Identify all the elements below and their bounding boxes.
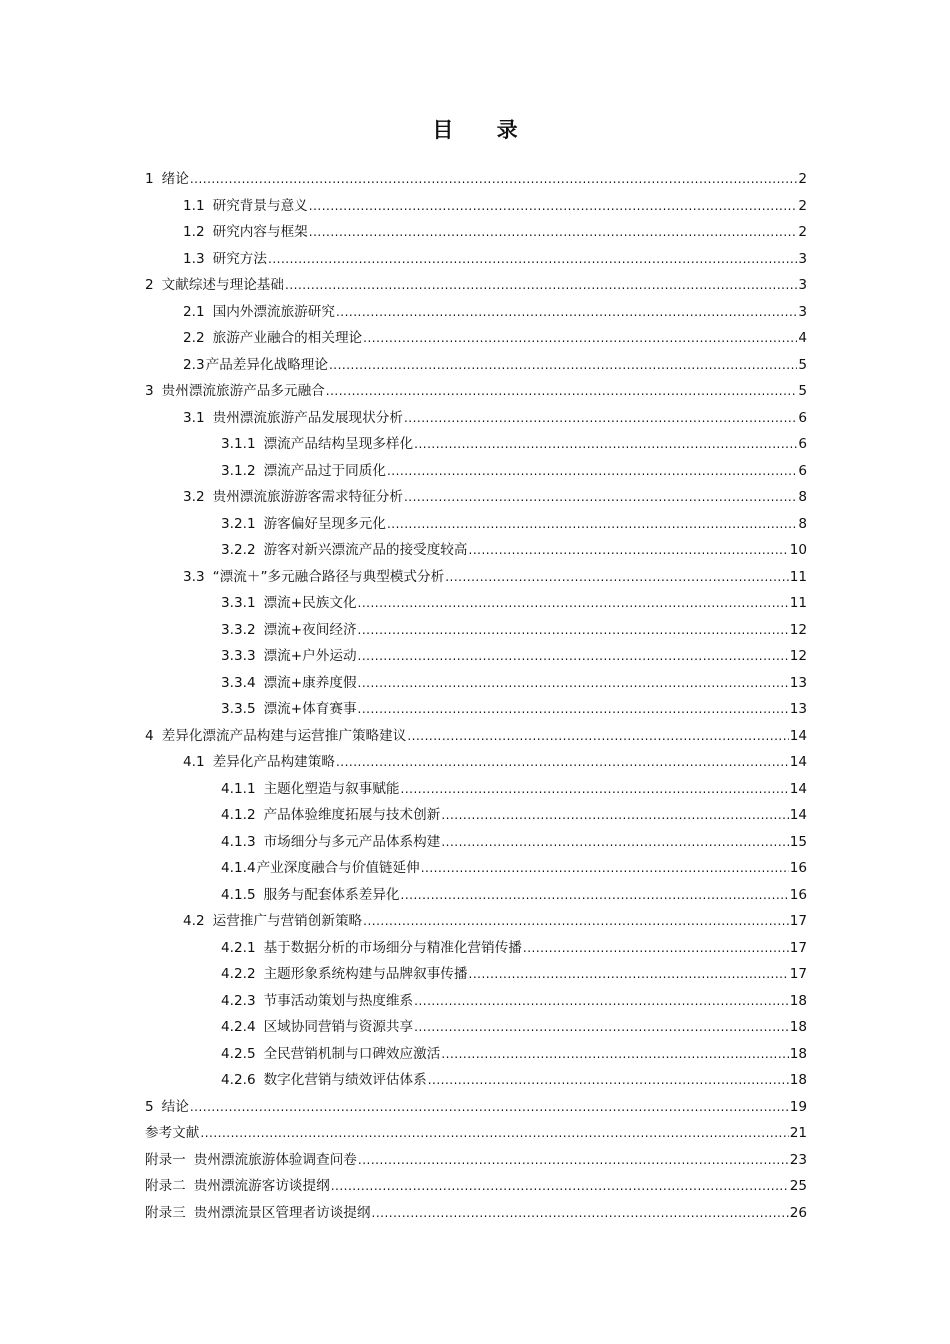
toc-entry-label: 文献综述与理论基础 — [161, 277, 284, 293]
dot-leader — [441, 1041, 788, 1068]
toc-entry[interactable] — [145, 405, 807, 432]
toc-entry-number: 4.2.1 — [221, 939, 256, 956]
toc-entry-number: 1.2 — [183, 224, 205, 240]
toc-entry-label: 产业深度融合与价值链延伸 — [256, 860, 420, 876]
dot-leader — [414, 1014, 789, 1041]
dot-leader — [363, 325, 797, 352]
toc-entry-label: 漂流产品过于同质化 — [263, 462, 386, 479]
toc-entry-page-number: 2 — [798, 224, 807, 240]
toc-entry-page-number: 11 — [789, 568, 807, 585]
dot-leader — [372, 1200, 789, 1227]
toc-entry[interactable] — [145, 961, 807, 988]
toc-entry-label: 参考文献 — [145, 1125, 200, 1141]
dot-leader — [523, 935, 789, 962]
toc-entry-label: 差异化产品构建策略 — [212, 754, 335, 770]
dot-leader — [200, 1120, 788, 1147]
toc-entry-number: 3.3.4 — [221, 674, 256, 691]
toc-entry-number: 3.3.3 — [221, 648, 256, 664]
toc-entry[interactable] — [145, 378, 807, 405]
dot-leader — [336, 299, 797, 326]
toc-entry-number: 附录一 — [145, 1151, 186, 1168]
toc-entry[interactable] — [145, 988, 807, 1015]
toc-entry[interactable] — [145, 776, 807, 803]
toc-entry[interactable] — [145, 511, 807, 538]
dot-leader — [190, 166, 798, 193]
toc-entry-page-number: 5 — [798, 356, 807, 373]
toc-entry[interactable] — [145, 882, 807, 909]
dot-leader — [358, 617, 789, 644]
toc-entry-label: 服务与配套体系差异化 — [263, 886, 400, 903]
toc-entry-page-number: 11 — [789, 595, 807, 611]
toc-entry-label: 漂流产品结构呈现多样化 — [263, 436, 414, 452]
toc-entry-label: 贵州漂流旅游体验调查问卷 — [193, 1151, 357, 1168]
toc-entry-label: 数字化营销与绩效评估体系 — [263, 1072, 427, 1088]
toc-entry-number: 4.2.4 — [221, 1019, 256, 1035]
dot-leader — [414, 431, 797, 458]
toc-entry-number: 4.1 — [183, 754, 205, 770]
toc-entry-page-number: 4 — [798, 330, 807, 346]
toc-entry-label: “漂流＋”多元融合路径与典型模式分析 — [212, 568, 445, 585]
toc-entry-page-number: 21 — [789, 1125, 807, 1141]
dot-leader — [336, 749, 789, 776]
toc-entry[interactable] — [145, 246, 807, 273]
toc-entry-label: 贵州漂流游客访谈提纲 — [193, 1178, 330, 1194]
toc-entry[interactable] — [145, 219, 807, 246]
toc-entry[interactable] — [145, 1120, 807, 1147]
toc-entry-page-number: 14 — [789, 727, 807, 744]
toc-entry[interactable] — [145, 1067, 807, 1094]
toc-entry-number: 4.2.2 — [221, 966, 256, 982]
toc-entry-page-number: 6 — [798, 409, 807, 426]
dot-leader — [309, 219, 798, 246]
dot-leader — [331, 1173, 789, 1200]
toc-entry-page-number: 19 — [789, 1098, 807, 1115]
toc-entry-page-number: 18 — [789, 992, 807, 1009]
toc-entry-label: 产品差异化战略理论 — [205, 356, 328, 373]
toc-entry-label: 主题化塑造与叙事赋能 — [263, 780, 400, 797]
toc-entry-number: 附录三 — [145, 1204, 186, 1221]
toc-entry-number: 3.2 — [183, 489, 205, 505]
dot-leader — [329, 352, 797, 379]
dot-leader — [358, 590, 789, 617]
toc-entry[interactable] — [145, 1014, 807, 1041]
toc-entry-page-number: 6 — [798, 436, 807, 452]
toc-entry-page-number: 23 — [789, 1151, 807, 1168]
toc-entry-number: 1.1 — [183, 197, 205, 214]
toc-entry-page-number: 17 — [789, 913, 807, 929]
toc-entry-label: 绪论 — [161, 171, 189, 187]
dot-leader — [268, 246, 797, 273]
toc-entry[interactable] — [145, 617, 807, 644]
toc-entry[interactable] — [145, 458, 807, 485]
toc-entry-label: 市场细分与多元产品体系构建 — [263, 833, 441, 850]
dot-leader — [358, 1147, 789, 1174]
toc-entry-label: 区域协同营销与资源共享 — [263, 1019, 414, 1035]
dot-leader — [441, 829, 788, 856]
dot-leader — [401, 882, 789, 909]
toc-entry-page-number: 2 — [798, 197, 807, 214]
dot-leader — [358, 696, 789, 723]
toc-entry-page-number: 18 — [789, 1045, 807, 1062]
dot-leader — [407, 723, 788, 750]
toc-entry-page-number: 10 — [789, 542, 807, 558]
toc-entry[interactable] — [145, 564, 807, 591]
dot-leader — [469, 537, 789, 564]
toc-entry-page-number: 5 — [798, 383, 807, 399]
toc-entry-label: 旅游产业融合的相关理论 — [212, 330, 363, 346]
toc-entry[interactable] — [145, 166, 807, 193]
dot-leader — [401, 776, 789, 803]
toc-entry[interactable] — [145, 802, 807, 829]
toc-entry-label: 产品体验维度拓展与技术创新 — [263, 807, 441, 823]
dot-leader — [421, 855, 789, 882]
toc-entry-label: 运营推广与营销创新策略 — [212, 913, 363, 929]
toc-entry-page-number: 17 — [789, 939, 807, 956]
toc-entry-number: 2 — [145, 277, 154, 293]
toc-entry-label: 研究内容与框架 — [212, 224, 308, 240]
toc-entry-label: 全民营销机制与口碑效应激活 — [263, 1045, 441, 1062]
table-of-contents — [145, 166, 807, 1226]
dot-leader — [309, 193, 798, 220]
toc-entry[interactable] — [145, 272, 807, 299]
toc-entry-number: 1.3 — [183, 250, 205, 267]
toc-entry-page-number: 13 — [789, 701, 807, 717]
toc-entry-page-number: 3 — [798, 277, 807, 293]
toc-entry-page-number: 3 — [798, 250, 807, 267]
toc-entry-page-number: 18 — [789, 1019, 807, 1035]
toc-entry-number: 3.1 — [183, 409, 205, 426]
toc-entry[interactable] — [145, 935, 807, 962]
toc-entry-label: 游客偏好呈现多元化 — [263, 515, 386, 532]
dot-leader — [363, 908, 789, 935]
toc-entry-page-number: 3 — [798, 303, 807, 320]
toc-entry[interactable] — [145, 299, 807, 326]
toc-entry-label: 漂流+户外运动 — [263, 648, 357, 664]
toc-entry-page-number: 25 — [789, 1178, 807, 1194]
toc-entry-page-number: 8 — [798, 515, 807, 532]
toc-entry-label: 基于数据分析的市场细分与精准化营销传播 — [263, 939, 522, 956]
toc-entry-number: 2.2 — [183, 330, 205, 346]
toc-entry-number: 4.1.3 — [221, 833, 256, 850]
toc-entry-label: 贵州漂流旅游游客需求特征分析 — [212, 489, 403, 505]
toc-entry-number: 3.3.1 — [221, 595, 256, 611]
toc-entry-label: 游客对新兴漂流产品的接受度较高 — [263, 542, 468, 558]
toc-entry-label: 差异化漂流产品构建与运营推广策略建议 — [161, 727, 407, 744]
toc-entry[interactable] — [145, 1173, 807, 1200]
toc-entry-label: 主题形象系统构建与品牌叙事传播 — [263, 966, 468, 982]
toc-entry[interactable] — [145, 1147, 807, 1174]
toc-entry[interactable] — [145, 643, 807, 670]
toc-entry-label: 国内外漂流旅游研究 — [212, 303, 335, 320]
toc-entry-number: 3.2.1 — [221, 515, 256, 532]
toc-entry-page-number: 13 — [789, 674, 807, 691]
toc-entry[interactable] — [145, 1200, 807, 1227]
toc-entry[interactable] — [145, 1041, 807, 1068]
dot-leader — [387, 458, 797, 485]
dot-leader — [387, 511, 797, 538]
dot-leader — [414, 988, 789, 1015]
dot-leader — [441, 802, 788, 829]
toc-entry-label: 漂流+民族文化 — [263, 595, 357, 611]
dot-leader — [428, 1067, 789, 1094]
toc-entry-label: 漂流+康养度假 — [263, 674, 357, 691]
toc-entry-page-number: 14 — [789, 807, 807, 823]
toc-entry-number: 2.3 — [183, 356, 205, 373]
toc-entry[interactable] — [145, 670, 807, 697]
toc-entry[interactable] — [145, 193, 807, 220]
toc-entry-number: 3.1.1 — [221, 436, 256, 452]
toc-entry-label: 贵州漂流旅游产品多元融合 — [161, 383, 325, 399]
toc-entry[interactable] — [145, 352, 807, 379]
toc-entry[interactable] — [145, 723, 807, 750]
toc-entry-number: 3.1.2 — [221, 462, 256, 479]
toc-entry[interactable] — [145, 537, 807, 564]
toc-entry-page-number: 16 — [789, 886, 807, 903]
dot-leader — [326, 378, 798, 405]
toc-entry-number: 1 — [145, 171, 154, 187]
toc-entry-number: 4.1.1 — [221, 780, 256, 797]
toc-entry[interactable] — [145, 749, 807, 776]
dot-leader — [404, 405, 797, 432]
toc-entry-page-number: 16 — [789, 860, 807, 876]
toc-entry-page-number: 14 — [789, 754, 807, 770]
toc-entry-page-number: 8 — [798, 489, 807, 505]
dot-leader — [445, 564, 788, 591]
toc-entry[interactable] — [145, 696, 807, 723]
toc-entry-number: 附录二 — [145, 1178, 186, 1194]
toc-entry-number: 3 — [145, 383, 154, 399]
dot-leader — [190, 1094, 789, 1121]
toc-entry-page-number: 2 — [798, 171, 807, 187]
toc-entry-page-number: 12 — [789, 621, 807, 638]
toc-entry[interactable] — [145, 829, 807, 856]
toc-entry-number: 4.2.5 — [221, 1045, 256, 1062]
toc-entry-number: 4.1.4 — [221, 860, 256, 876]
toc-entry-label: 研究方法 — [212, 250, 267, 267]
toc-entry-label: 贵州漂流景区管理者访谈提纲 — [193, 1204, 371, 1221]
toc-entry[interactable] — [145, 908, 807, 935]
toc-entry-number: 4.1.2 — [221, 807, 256, 823]
toc-entry-page-number: 17 — [789, 966, 807, 982]
toc-entry-page-number: 6 — [798, 462, 807, 479]
dot-leader — [358, 643, 789, 670]
toc-entry-number: 3.3.5 — [221, 701, 256, 717]
toc-entry-number: 3.3.2 — [221, 621, 256, 638]
toc-entry[interactable] — [145, 431, 807, 458]
dot-leader — [469, 961, 789, 988]
toc-entry-label: 研究背景与意义 — [212, 197, 308, 214]
toc-entry[interactable] — [145, 325, 807, 352]
toc-entry-number: 4.2 — [183, 913, 205, 929]
toc-title: 目 录 — [432, 117, 536, 142]
dot-leader — [404, 484, 797, 511]
toc-entry-number: 4.1.5 — [221, 886, 256, 903]
toc-entry[interactable] — [145, 590, 807, 617]
toc-entry-number: 4.2.6 — [221, 1072, 256, 1088]
toc-entry-page-number: 26 — [789, 1204, 807, 1221]
toc-entry-label: 漂流+体育赛事 — [263, 701, 357, 717]
toc-entry-number: 4.2.3 — [221, 992, 256, 1009]
toc-entry-page-number: 12 — [789, 648, 807, 664]
toc-entry-number: 5 — [145, 1098, 154, 1115]
toc-entry-number: 4 — [145, 727, 154, 744]
toc-entry-number: 3.2.2 — [221, 542, 256, 558]
toc-entry-label: 结论 — [161, 1098, 189, 1115]
toc-entry-number: 2.1 — [183, 303, 205, 320]
toc-entry-page-number: 15 — [789, 833, 807, 850]
toc-entry-label: 漂流+夜间经济 — [263, 621, 357, 638]
toc-entry[interactable] — [145, 855, 807, 882]
toc-entry[interactable] — [145, 484, 807, 511]
toc-entry-label: 节事活动策划与热度维系 — [263, 992, 414, 1009]
toc-entry-page-number: 18 — [789, 1072, 807, 1088]
dot-leader — [285, 272, 797, 299]
toc-entry-page-number: 14 — [789, 780, 807, 797]
toc-entry[interactable] — [145, 1094, 807, 1121]
toc-entry-number: 3.3 — [183, 568, 205, 585]
dot-leader — [358, 670, 789, 697]
toc-entry-label: 贵州漂流旅游产品发展现状分析 — [212, 409, 403, 426]
